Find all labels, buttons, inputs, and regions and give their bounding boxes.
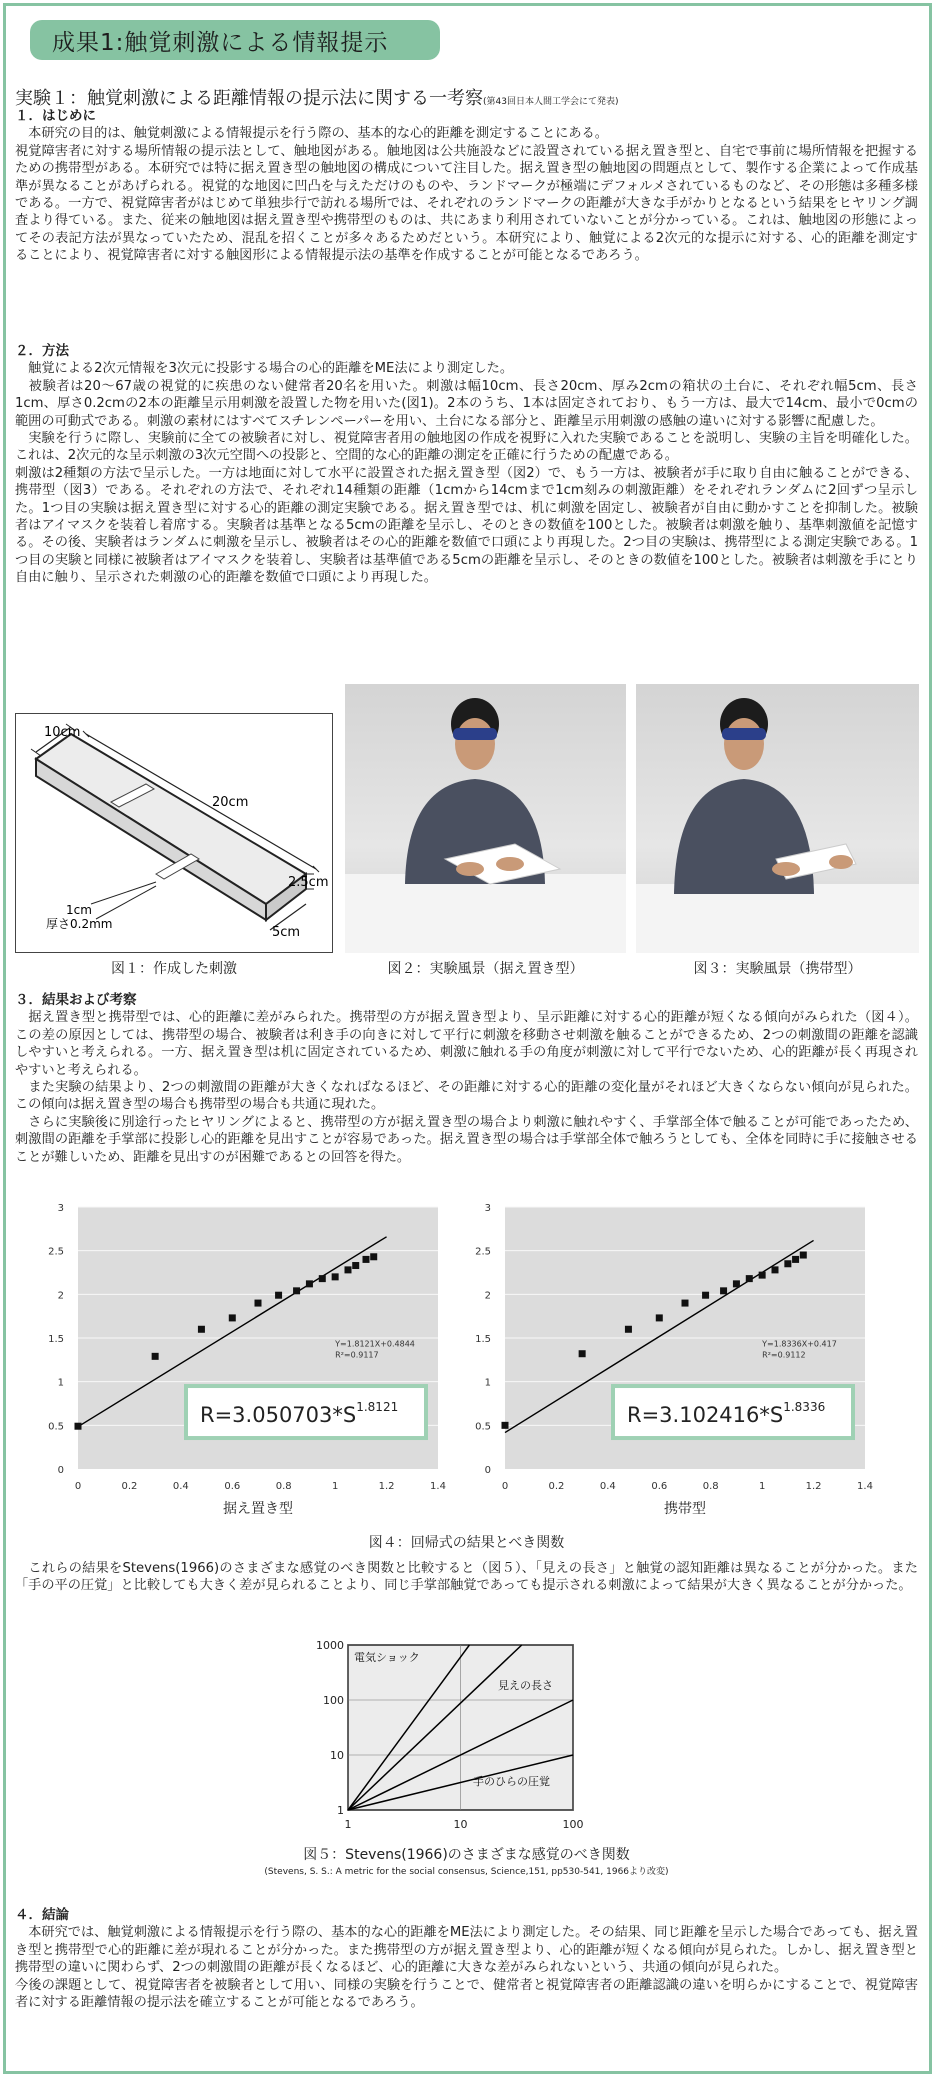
- y-tick-label: 100: [323, 1694, 344, 1707]
- y-tick-label: 0: [57, 1465, 64, 1476]
- data-point: [656, 1314, 663, 1321]
- data-point: [75, 1423, 82, 1430]
- power-function-label: $R=3.050703*S^{1.8121}$: [200, 1400, 399, 1428]
- section-heading: ３．結果および考察: [15, 992, 137, 1008]
- x-tick-label: 0.2: [121, 1481, 138, 1492]
- data-point: [293, 1287, 300, 1294]
- figure-5-source: (Stevens, S. S.: A metric for the social consensus, Science,151, pp530-541, 1966より改変): [264, 1867, 669, 1877]
- figure-2-photo: [345, 684, 626, 953]
- figure-1-diagram: [15, 713, 333, 953]
- y-tick-label: 1.5: [475, 1334, 491, 1345]
- x-tick-label: 0: [74, 1481, 82, 1492]
- y-tick-label: 2: [57, 1290, 64, 1302]
- x-tick-label: 1: [758, 1481, 766, 1492]
- power-function-label: $R=3.102416*S^{1.8336}$: [627, 1400, 826, 1428]
- x-tick-label: 10: [453, 1818, 468, 1831]
- data-point: [800, 1252, 807, 1259]
- y-tick-label: 3: [484, 1203, 491, 1214]
- data-point: [352, 1262, 359, 1269]
- section-results: [15, 992, 918, 1166]
- figure-1-caption: 図１：作成した刺激: [111, 961, 237, 977]
- r-squared-label: R²=0.9117: [335, 1350, 379, 1360]
- section-heading: ２．方法: [15, 343, 69, 359]
- series-label: 電気ショック: [354, 1651, 420, 1664]
- data-point: [682, 1300, 689, 1307]
- section-heading: ４．結論: [15, 1907, 69, 1923]
- data-point: [720, 1287, 727, 1294]
- data-point: [255, 1300, 262, 1307]
- data-point: [319, 1275, 326, 1282]
- power-function-exponent: 1.8336: [783, 1400, 826, 1415]
- eye-mask-icon: [722, 728, 766, 740]
- x-tick-label: 1.2: [805, 1481, 822, 1492]
- y-tick-label: 1: [337, 1804, 344, 1817]
- figure-4-caption: 図４：回帰式の結果とべき関数: [368, 1535, 565, 1551]
- dim-bar-length-label: 1cm: [66, 903, 92, 917]
- dim-length-label: 20cm: [212, 795, 249, 810]
- data-point: [332, 1273, 339, 1280]
- y-tick-label: 2.5: [475, 1246, 491, 1258]
- chart-stevens: [300, 1630, 620, 1840]
- section-body: これらの結果をStevens(1966)のさまざまな感覚のべき関数と比較すると（図５）、「見えの長さ」と触覚の認知距離は異なることが分かった。また「手の平の圧覚」と比較しても大きく差が見られることより、同じ手掌部触覚であっても提示される刺激によって結果が大きく異なることが分かった。: [15, 1561, 918, 1594]
- y-tick-label: 0.5: [475, 1421, 491, 1433]
- r-squared-label: R²=0.9112: [762, 1350, 806, 1360]
- y-tick-label: 0.5: [48, 1421, 64, 1433]
- x-tick-label: 0.8: [702, 1481, 719, 1492]
- regression-equation: Y=1.8336X+0.417: [762, 1339, 837, 1349]
- x-tick-label: 1.4: [857, 1481, 873, 1492]
- dim-bar-width-label: 5cm: [272, 925, 301, 940]
- x-axis-label: 携帯型: [664, 1501, 706, 1515]
- x-tick-label: 0.6: [651, 1481, 668, 1492]
- section-body: 本研究では、触覚刺激による情報提示を行う際の、基本的な心的距離をME法により測定した。その結果、同じ距離を呈示した場合であっても、据え置き型と携帯型で心的距離に差が現れることが分かった。また携帯型の方が据え置き型より、心的距離が短くなる傾向が見られた。しかし、据え置き型と携帯型の違いに関わらず、2つの刺激間の距離が長くなるほど、心的距離に大きな差がみられないという、共通の傾向が見られた。 今後の課題として、視覚障害者を被験者として用い、同様の実験を行うことで、健常者と視覚障害者の距離認識の違いを明らかにすることで、視覚障害者に対する距離情報の提示法を確立することが可能となるであろう。: [15, 1925, 918, 2011]
- data-point: [229, 1314, 236, 1321]
- experiment-note: (第43回日本人間工学会にて発表): [483, 97, 619, 107]
- x-tick-label: 0.4: [172, 1481, 189, 1492]
- section-body: 本研究の目的は、触覚刺激による情報提示を行う際の、基本的な心的距離を測定することにある。 視覚障害者に対する場所情報の提示法として、触地図がある。触地図は公共施設などに設置されている据え置き型と、自宅で事前に場所情報を把握するための携帯型がある。本研究では特に据え置き型の触地図の構成について注目した。据え置き型の触地図の問題点として、製作する企業によって作成基準が異なることがあげられる。視覚的な地図に凹凸を与えただけのものや、ランドマークが極端にデフォルメされているものなど、その形態は多種多様である。一方で、視覚障害者がはじめて単独歩行で訪れる場所では、それぞれのランドマークの距離が大きな手がかりとなるという結果をヒヤリング調査より得ている。また、従来の触地図は据え置き型や携帯型のものは、共にあまり利用されていないことが分かっている。これは、触地図の形態によってその表記方法が異なっていたため、混乱を招くことが多々あるためだという。本研究により、触覚による2次元的な提示に対する、心的距離を測定することにより、視覚障害者に対する触図形による情報提示法の基準を作成することが可能となるであろう。: [15, 126, 918, 264]
- x-tick-label: 0.8: [275, 1481, 292, 1492]
- data-point: [306, 1280, 313, 1287]
- section-conclusion: [15, 1907, 918, 2011]
- y-tick-label: 3: [57, 1203, 64, 1214]
- data-point: [345, 1266, 352, 1273]
- data-point: [733, 1280, 740, 1287]
- data-point: [784, 1260, 791, 1267]
- data-point: [198, 1326, 205, 1333]
- data-point: [792, 1256, 799, 1263]
- figure-2-caption: 図２：実験風景（据え置き型）: [387, 961, 584, 977]
- dim-width-label: 10cm: [44, 725, 81, 740]
- data-point: [579, 1350, 586, 1357]
- page-title: 成果1:触覚刺激による情報提示: [30, 20, 440, 60]
- power-function-exponent: 1.8121: [356, 1400, 399, 1415]
- data-point: [772, 1266, 779, 1273]
- data-point: [152, 1353, 159, 1360]
- data-point: [759, 1272, 766, 1279]
- section-method: [15, 343, 918, 587]
- section-body: 据え置き型と携帯型では、心的距離に差がみられた。携帯型の方が据え置き型より、呈示距離に対する心的距離が短くなる傾向がみられた（図４）。この差の原因としては、携帯型の場合、被験者は利き手の向きに対して平行に刺激を移動させ刺激を触ることができるため、2つの刺激間の距離を認識しやすいと考えられる。一方、据え置き型は机に固定されているため、刺激に触れる手の角度が刺激に対して平行でないため、心的距離が長く再現されやすいと考えられる。 また実験の結果より、2つの刺激間の距離が大きくなればなるほど、その距離に対する心的距離の変化量がそれほど大きくならない傾向が見られた。この傾向は据え置き型の場合も携帯型の場合も共通に現れた。 さらに実験後に別途行ったヒヤリングによると、携帯型の方が据え置き型の場合より刺激に触れやすく、手掌部全体で触ることが可能であったため、刺激間の距離を手掌部に投影し心的距離を見出すことが容易であった。据え置き型の場合は手掌部全体で触ろうとしても、全体を同時に手に接触させることが難しいため、距離を見出すのが困難であるとの回答を得た。: [15, 1010, 918, 1165]
- x-tick-label: 1.2: [378, 1481, 395, 1492]
- y-tick-label: 1: [57, 1377, 64, 1389]
- x-tick-label: 0: [501, 1481, 509, 1492]
- y-tick-label: 1: [484, 1377, 491, 1389]
- data-point: [702, 1292, 709, 1299]
- dim-height-label: 2.5cm: [288, 875, 329, 890]
- section-heading: １．はじめに: [15, 108, 96, 124]
- data-point: [625, 1326, 632, 1333]
- data-point: [275, 1292, 282, 1299]
- dim-thickness-label: 厚さ0.2mm: [46, 917, 113, 931]
- series-label: 手のひらの圧覚: [473, 1775, 550, 1788]
- x-tick-label: 1.4: [430, 1481, 446, 1492]
- data-point: [363, 1256, 370, 1263]
- series-label: 見えの長さ: [498, 1679, 553, 1692]
- section-body: 触覚による2次元情報を3次元に投影する場合の心的距離をME法により測定した。 被験者は20～67歳の視覚的に疾患のない健常者20名を用いた。刺激は幅10cm、長さ20cm、厚み2cmの箱状の土台に、それぞれ幅5cm、長さ1cm、厚さ0.2cmの2本の距離呈示用刺激を設置した物を用いた(図1)。2本のうち、1本は固定されており、もう一方は、最大で14cm、最小で0cmの範囲の可動式である。刺激の素材にはすべてスチレンペーパーを用い、土台になる部分と、距離呈示用刺激の感触の違いに対する影響に配慮した。 実験を行うに際し、実験前に全ての被験者に対し、視覚障害者用の触地図の作成を視野に入れた実験であることを説明し、実験の主旨を明確化した。これは、2次元的な呈示刺激の3次元空間への投影と、空間的な心的距離の測定を正確に行うための配慮である。 刺激は2種類の方法で呈示した。一方は地面に対して水平に設置された据え置き型（図2）で、もう一方は、被験者が手に取り自由に触ることができる、携帯型（図3）である。それぞれの方法で、それぞれ14種類の距離（1cmから14cmまで1cm刻みの刺激距離）をそれぞれランダムに2回ずつ呈示した。1つ目の実験は据え置き型に対する心的距離の測定実験である。据え置き型では、机に刺激を固定し、被験者が自由に動かすことを抑制した。被験者はアイマスクを装着し着席する。実験者は基準となる5cmの距離を呈示し、そのときの数値を100とした。被験者は刺激を触り、基準刺激値を記憶する。その後、実験者はランダムに刺激を呈示し、被験者はその心的距離を数値で口頭により再現した。2つ目の実験は、携帯型による測定実験である。1つ目の実験と同様に被験者はアイマスクを装着し、実験者は基準値である5cmの距離を呈示し、そのときの数値を100とした。被験者は刺激を手にとり自由に触り、呈示された刺激の心的距離を数値で口頭により再現した。: [15, 361, 918, 586]
- regression-equation: Y=1.8121X+0.4844: [335, 1339, 415, 1349]
- y-tick-label: 2: [484, 1290, 491, 1302]
- section-comparison: [15, 1560, 918, 1595]
- chart-left: [30, 1195, 450, 1515]
- y-tick-label: 1.5: [48, 1334, 64, 1345]
- section-introduction: [15, 108, 918, 265]
- x-tick-label: 0.6: [224, 1481, 241, 1492]
- x-axis-label: 据え置き型: [223, 1501, 293, 1515]
- x-tick-label: 1: [331, 1481, 339, 1492]
- figure-3-caption: 図３：実験風景（携帯型）: [693, 961, 862, 977]
- data-point: [746, 1275, 753, 1282]
- x-tick-label: 1: [344, 1818, 352, 1831]
- figure-5-caption: 図５：Stevens(1966)のさまざまな感覚のべき関数: [303, 1847, 630, 1863]
- data-point: [502, 1422, 509, 1429]
- chart-right: [457, 1195, 877, 1515]
- figure-3-photo: [636, 684, 919, 953]
- data-point: [370, 1253, 377, 1260]
- experiment-title: 実験１：触覚刺激による距離情報の提示法に関する一考察(第43回日本人間工学会にて発表): [15, 88, 619, 109]
- y-tick-label: 10: [330, 1749, 344, 1762]
- eye-mask-icon: [453, 728, 497, 740]
- y-tick-label: 0: [484, 1465, 491, 1476]
- x-tick-label: 0.2: [548, 1481, 565, 1492]
- x-tick-label: 0.4: [599, 1481, 616, 1492]
- y-tick-label: 2.5: [48, 1246, 64, 1258]
- y-tick-label: 1000: [316, 1639, 344, 1652]
- x-tick-label: 100: [562, 1818, 584, 1831]
